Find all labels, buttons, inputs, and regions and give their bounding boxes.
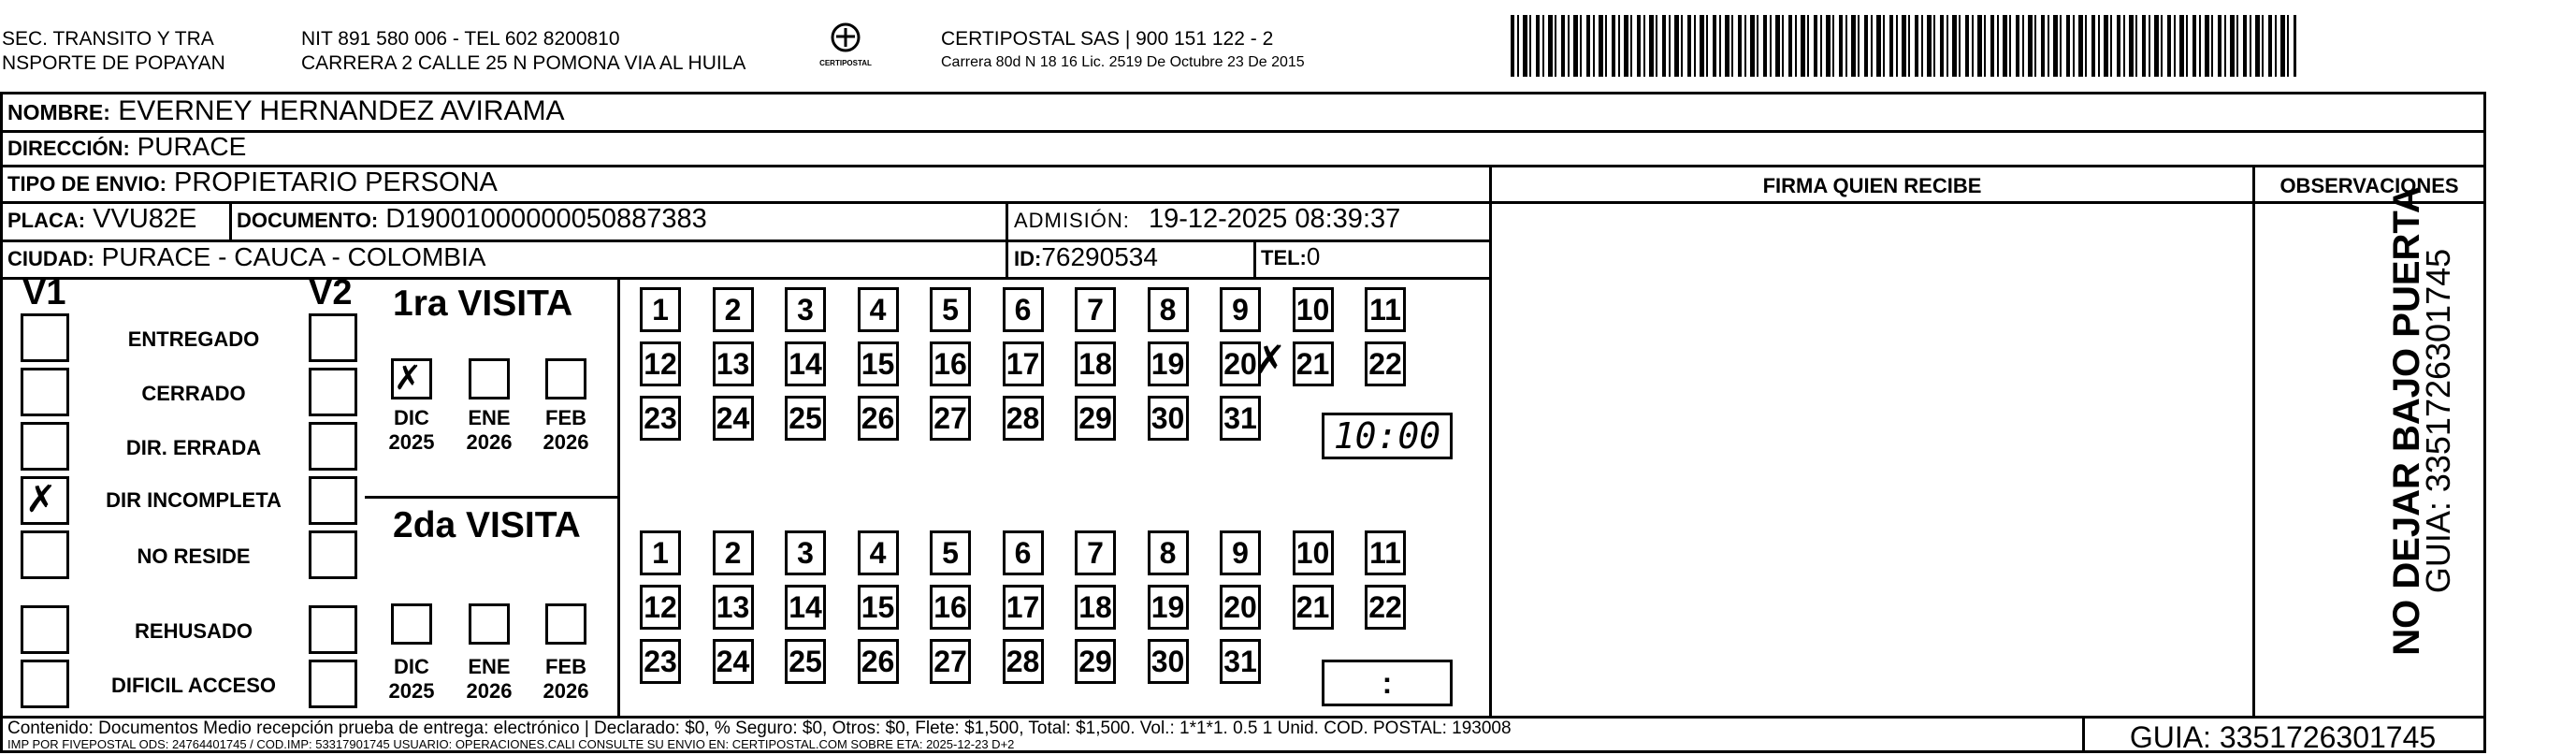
nombre-label: NOMBRE: (7, 100, 110, 124)
day-box[interactable]: 31 (1220, 396, 1261, 441)
day-box[interactable]: 8 (1148, 530, 1189, 575)
day-box[interactable]: 18 (1075, 585, 1116, 630)
day-box[interactable]: 17 (1003, 341, 1044, 386)
tipo-envio-label: TIPO DE ENVIO: (7, 172, 166, 196)
direccion-label: DIRECCIÓN: (7, 137, 130, 160)
day-box[interactable]: 25 (785, 396, 826, 441)
side-guia: GUIA: 3351726301745 (2419, 248, 2457, 594)
first-visit-title: 1ra VISITA (393, 283, 573, 324)
day-box[interactable]: 5 (930, 530, 971, 575)
day-box[interactable]: 30 (1148, 396, 1189, 441)
tipo-envio-row (7, 167, 498, 198)
side-vertical-text (2386, 186, 2457, 656)
certipostal-logo (812, 22, 879, 75)
day-box[interactable]: 10 (1293, 287, 1334, 332)
ciudad-label: CIUDAD: (7, 247, 94, 270)
logo-text: CERTIPOSTAL (819, 59, 872, 67)
month-dic-label: DIC 2025 (388, 655, 435, 703)
ciudad-field (7, 242, 485, 272)
day-box[interactable]: 24 (713, 639, 754, 684)
observaciones-header: OBSERVACIONES (2279, 174, 2459, 197)
day-box[interactable]: 26 (858, 639, 899, 684)
day-box[interactable]: 27 (930, 639, 971, 684)
courier-license: Carrera 80d N 18 16 Lic. 2519 De Octubre 23 De 2015 (941, 54, 1305, 70)
v1-checkbox[interactable] (21, 422, 69, 471)
day-box[interactable]: 5 (930, 287, 971, 332)
day-box[interactable]: 7 (1075, 287, 1116, 332)
day-box[interactable]: 28 (1003, 639, 1044, 684)
day-box[interactable]: 11 (1365, 287, 1406, 332)
day-box[interactable]: 9 (1220, 287, 1261, 332)
placa-field (7, 204, 196, 235)
day-box[interactable]: 3 (785, 530, 826, 575)
day-box[interactable]: 25 (785, 639, 826, 684)
day-box[interactable]: 3 (785, 287, 826, 332)
barcode (1511, 15, 2296, 77)
status-label: DIFICIL ACCESO (110, 674, 276, 697)
footer-guia: GUIA: 3351726301745 (2129, 720, 2437, 754)
month-box-dic[interactable] (391, 603, 432, 645)
ciudad-value: PURACE - CAUCA - COLOMBIA (101, 242, 486, 271)
direccion-row (7, 132, 246, 162)
month-ene-label: ENE 2026 (466, 406, 513, 454)
v1-checkbox[interactable] (21, 530, 69, 579)
no-dejar-warning: NO DEJAR BAJO PUERTA (2386, 186, 2427, 656)
day-box[interactable]: 1 (640, 287, 681, 332)
placa-value: VVU82E (93, 204, 197, 234)
tel-value: 0 (1306, 242, 1321, 270)
day-box[interactable]: 2 (713, 530, 754, 575)
month-ene-label: ENE 2026 (466, 655, 513, 703)
status-label: DIR INCOMPLETA (106, 488, 282, 512)
day-box[interactable]: 4 (858, 287, 899, 332)
tipo-envio-value: PROPIETARIO PERSONA (173, 167, 498, 197)
day-box[interactable]: 27 (930, 396, 971, 441)
tel-label: TEL: (1261, 246, 1307, 269)
direccion-value: PURACE (137, 132, 247, 161)
id-label: ID: (1014, 247, 1042, 270)
v1-checkbox[interactable] (21, 605, 69, 654)
day-box[interactable]: 20 (1220, 341, 1261, 386)
day-box[interactable]: 10 (1293, 530, 1334, 575)
first-visit-time[interactable] (1322, 413, 1453, 459)
v2-checkbox[interactable] (309, 422, 357, 471)
day-box[interactable]: 16 (930, 585, 971, 630)
month-box-feb[interactable] (545, 358, 586, 399)
day-box[interactable]: 23 (640, 396, 681, 441)
day-box[interactable]: 1 (640, 530, 681, 575)
month-box-ene[interactable] (469, 603, 510, 645)
status-label: NO RESIDE (137, 544, 251, 568)
day-box[interactable]: 29 (1075, 639, 1116, 684)
v2-checkbox[interactable] (309, 530, 357, 579)
checkmark-icon: ✗ (25, 479, 57, 520)
status-label: CERRADO (141, 382, 246, 405)
day-box[interactable]: 8 (1148, 287, 1189, 332)
day-box[interactable]: 17 (1003, 585, 1044, 630)
day-box[interactable]: 22 (1365, 341, 1406, 386)
courier-name: CERTIPOSTAL SAS | 900 151 122 - 2 (941, 28, 1274, 50)
nombre-row (7, 95, 565, 127)
v2-checkbox[interactable] (309, 476, 357, 525)
documento-value: D19001000000050887383 (385, 204, 707, 234)
v2-header: V2 (309, 273, 353, 312)
month-feb-label: FEB 2026 (543, 406, 589, 454)
day-box[interactable]: 6 (1003, 287, 1044, 332)
admision-label: ADMISIÓN: (1014, 209, 1130, 232)
day-box[interactable]: 13 (713, 585, 754, 630)
v2-checkbox[interactable] (309, 368, 357, 416)
day-box[interactable]: 13 (713, 341, 754, 386)
sender-nit: NIT 891 580 006 - TEL 602 8200810 (301, 28, 620, 50)
sender-address: CARRERA 2 CALLE 25 N POMONA VIA AL HUILA (301, 52, 746, 74)
nombre-value: EVERNEY HERNANDEZ AVIRAMA (118, 95, 565, 126)
day-box[interactable]: 12 (640, 341, 681, 386)
status-label: ENTREGADO (127, 327, 260, 351)
month-feb-label: FEB 2026 (543, 655, 589, 703)
v1-checkbox[interactable] (21, 660, 69, 708)
day-box[interactable]: 19 (1148, 341, 1189, 386)
day-box[interactable]: 6 (1003, 530, 1044, 575)
sender-name-line2: NSPORTE DE POPAYAN (2, 52, 225, 74)
day-box[interactable]: 7 (1075, 530, 1116, 575)
day-box[interactable]: 28 (1003, 396, 1044, 441)
first-visit-time-value: 10:00 (1333, 415, 1441, 457)
month-box-feb[interactable] (545, 603, 586, 645)
status-label: DIR. ERRADA (125, 436, 262, 459)
admision-field (1014, 204, 1400, 235)
day-box[interactable]: 22 (1365, 585, 1406, 630)
day-box[interactable]: 23 (640, 639, 681, 684)
id-value: 76290534 (1041, 242, 1158, 271)
day-box[interactable]: 14 (785, 585, 826, 630)
day-box[interactable]: 15 (858, 341, 899, 386)
day-box[interactable]: 9 (1220, 530, 1261, 575)
day-20-strike-icon: ✗ (1253, 338, 1287, 382)
month-dic-label: DIC 2025 (388, 406, 435, 454)
day-box[interactable]: 14 (785, 341, 826, 386)
v2-checkbox[interactable] (309, 313, 357, 362)
day-box[interactable]: 12 (640, 585, 681, 630)
status-label: REHUSADO (135, 619, 253, 643)
id-field (1014, 242, 1158, 272)
second-visit-time[interactable] (1322, 660, 1453, 706)
day-box[interactable]: 24 (713, 396, 754, 441)
footer-imp: IMP POR FIVEPOSTAL ODS: 24764401745 / COD.IMP: 53317901745 USUARIO: OPERACIONES.CALI CONSULTE SU ENVIO EN: CERTIPOSTAL.COM SOBRE ETA: 2025-12-23 D+2 (7, 737, 1015, 751)
day-box[interactable]: 20 (1220, 585, 1261, 630)
footer-content: Contenido: Documentos Medio recepción prueba de entrega: electrónico | Declarado: $0, % Seguro: $0, Otros: $0, Flete: $1,500, Total: $1,500. Vol.: 1*1*1. 0.5 1 Unid. COD. POSTAL: 193008 (7, 719, 1512, 738)
firma-header: FIRMA QUIEN RECIBE (1762, 174, 1982, 197)
day-box[interactable]: 18 (1075, 341, 1116, 386)
admision-value: 19-12-2025 08:39:37 (1148, 204, 1401, 234)
v1-checkbox[interactable] (21, 313, 69, 362)
v2-checkbox[interactable] (309, 660, 357, 708)
day-box[interactable]: 11 (1365, 530, 1406, 575)
placa-label: PLACA: (7, 209, 86, 232)
second-visit-title: 2da VISITA (393, 505, 581, 545)
documento-field (237, 204, 707, 235)
second-visit-time-value: : (1382, 665, 1393, 700)
day-box[interactable]: 31 (1220, 639, 1261, 684)
cross-mark-icon: ✗ (394, 358, 423, 397)
month-box-ene[interactable] (469, 358, 510, 399)
day-box[interactable]: 19 (1148, 585, 1189, 630)
day-box[interactable]: 21 (1293, 585, 1334, 630)
day-box[interactable]: 21 (1293, 341, 1334, 386)
v1-checkbox[interactable] (21, 368, 69, 416)
day-box[interactable]: 30 (1148, 639, 1189, 684)
v2-checkbox[interactable] (309, 605, 357, 654)
day-box[interactable]: 16 (930, 341, 971, 386)
day-box[interactable]: 15 (858, 585, 899, 630)
tel-field (1261, 242, 1320, 271)
documento-label: DOCUMENTO: (237, 209, 379, 232)
day-box[interactable]: 26 (858, 396, 899, 441)
sender-name-line1: SEC. TRANSITO Y TRA (2, 28, 214, 50)
day-box[interactable]: 2 (713, 287, 754, 332)
day-box[interactable]: 4 (858, 530, 899, 575)
day-box[interactable]: 29 (1075, 396, 1116, 441)
v1-header: V1 (22, 273, 66, 312)
logo-icon (827, 22, 864, 54)
